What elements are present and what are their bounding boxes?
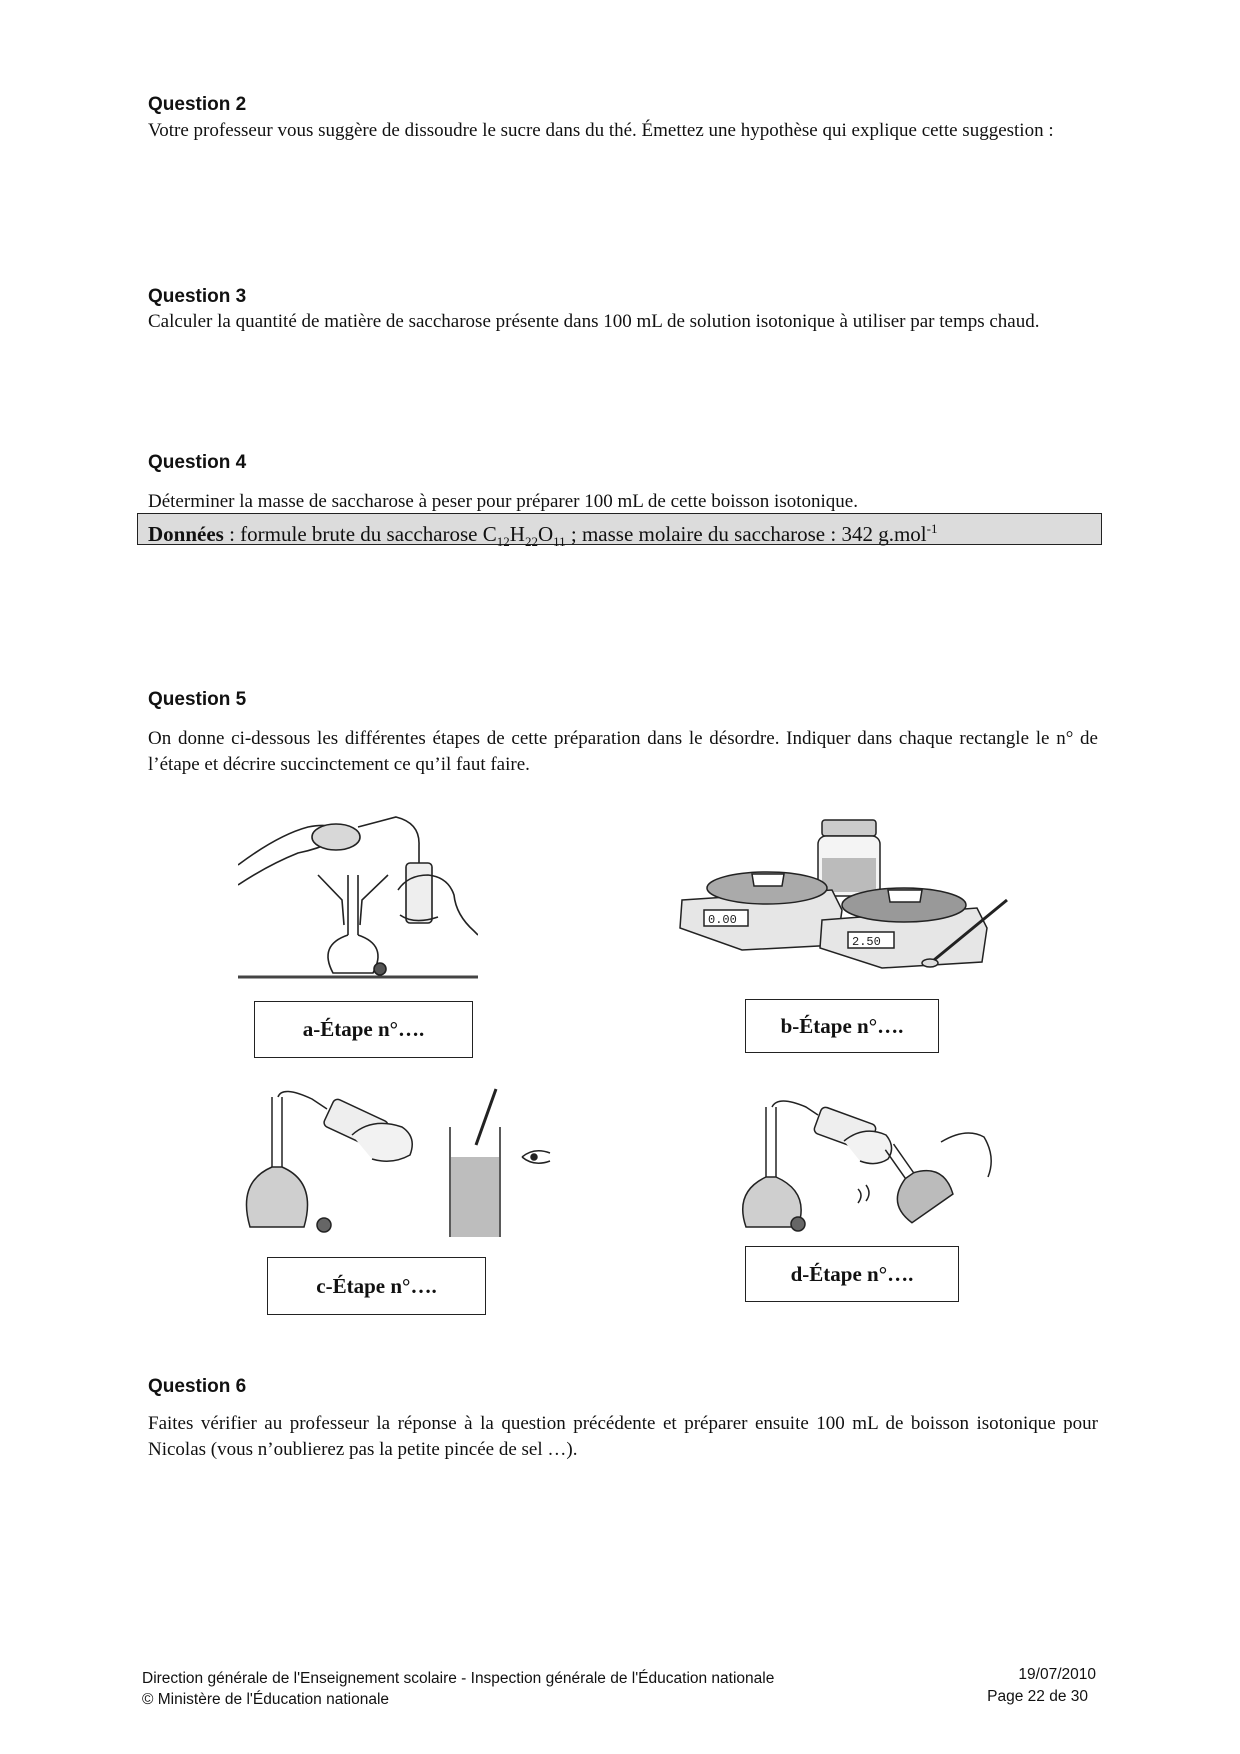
formula-h: H	[509, 522, 525, 546]
footer-direction: Direction générale de l'Enseignement scolaire - Inspection générale de l'Éducation nationale	[142, 1670, 775, 1687]
right-balance-display: 2.50	[852, 935, 881, 949]
footer-page-number: Page 22 de 30	[987, 1688, 1088, 1705]
formula-sub-22: 22	[524, 534, 538, 550]
formula-sub-11: 11	[553, 534, 566, 550]
question-4-title: Question 4	[148, 452, 247, 473]
footer-date: 19/07/2010	[1018, 1666, 1096, 1683]
question-5-title: Question 5	[148, 689, 247, 710]
illustration-d	[726, 1097, 1016, 1242]
donnees-prefix: : formule brute du saccharose C	[223, 522, 497, 546]
formula-o: O	[537, 522, 554, 546]
unit-exponent: -1	[926, 521, 938, 536]
donnees-suffix: ; masse molaire du saccharose : 342 g.mol	[565, 522, 927, 546]
illustration-c	[232, 1087, 562, 1237]
illustration-b	[672, 810, 1012, 975]
left-balance-display: 0.00	[708, 913, 737, 927]
footer-copyright: © Ministère de l'Éducation nationale	[142, 1691, 390, 1708]
donnees-label: Données	[148, 522, 224, 546]
question-6-title: Question 6	[148, 1376, 247, 1397]
illustration-a	[238, 805, 478, 985]
question-6-text: Faites vérifier au professeur la réponse à la question précédente et préparer ensuite 100 mL de boisson isotonique pour Nicolas (vous n’oublierez pas la petite pincée de sel …).	[148, 1413, 1098, 1460]
step-box-b[interactable]: b-Étape n°….	[745, 999, 939, 1053]
question-3-text: Calculer la quantité de matière de saccharose présente dans 100 mL de solution isotonique à utiliser par temps chaud.	[148, 311, 1040, 332]
question-2-text: Votre professeur vous suggère de dissoudre le sucre dans du thé. Émettez une hypothèse qui explique cette suggestion :	[148, 120, 1054, 141]
question-3-title: Question 3	[148, 286, 247, 307]
donnees-box	[137, 513, 1102, 550]
question-5-text: On donne ci-dessous les différentes étapes de cette préparation dans le désordre. Indiquer dans chaque rectangle le n° de l’étape et décrire succinctement ce qu’il faut faire.	[148, 728, 1098, 775]
step-box-d[interactable]: d-Étape n°….	[745, 1246, 959, 1302]
step-box-a[interactable]: a-Étape n°….	[254, 1001, 473, 1058]
step-box-c[interactable]: c-Étape n°….	[267, 1257, 486, 1315]
formula-sub-12: 12	[496, 534, 510, 550]
question-2-title: Question 2	[148, 94, 247, 115]
question-4-text: Déterminer la masse de saccharose à peser pour préparer 100 mL de cette boisson isotonique.	[148, 491, 858, 512]
